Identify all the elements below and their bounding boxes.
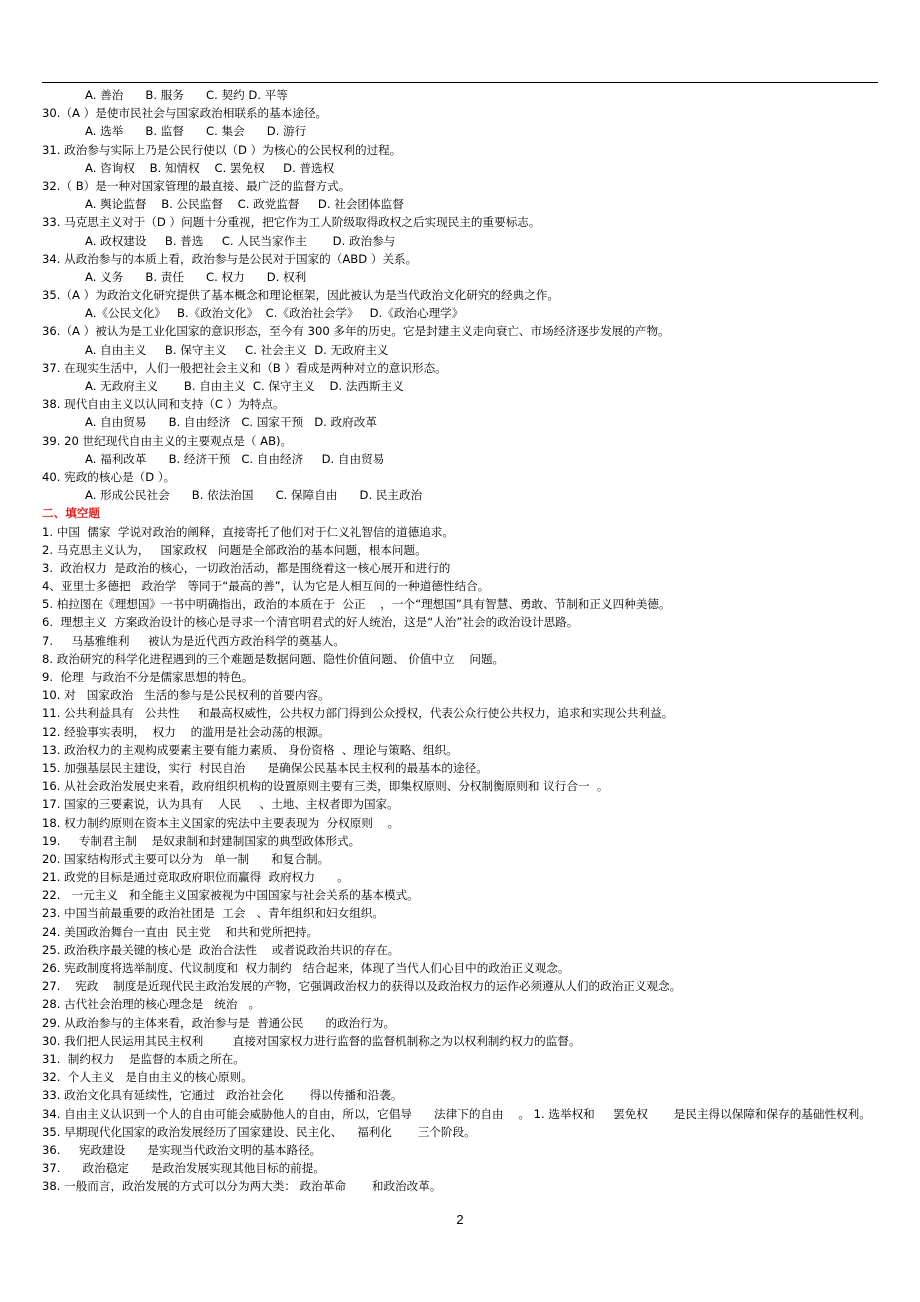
fill-question: 30. 我们把人民运用其民主权利 直接对国家权力进行监督的监督机制称之为以权利制约权力的监督。 xyxy=(42,1033,581,1048)
section-title: 二、填空题 xyxy=(42,506,100,521)
question-line: 35.（A ）为政治文化研究提供了基本概念和理论框架，因此被认为是当代政治文化研究的经典之作。 xyxy=(42,288,559,303)
fill-question: 28. 古代社会治理的核心理念是 统治 。 xyxy=(42,997,261,1012)
fill-question: 35. 早期现代化国家的政治发展经历了国家建设、民主化、 福利化 三个阶段。 xyxy=(42,1124,476,1139)
question-line: 30.（A ）是使市民社会与国家政治相联系的基本途径。 xyxy=(42,106,328,121)
fill-question: 23. 中国当前最重要的政治社团是 工会 、青年组织和妇女组织。 xyxy=(42,906,384,921)
question-options: A. 善治 B. 服务 C. 契约 D. 平等 xyxy=(85,88,288,102)
fill-question: 7. 马基雅维利 被认为是近代西方政治科学的奠基人。 xyxy=(42,633,345,648)
question-line: 38. 现代自由主义以认同和支持（C ）为特点。 xyxy=(42,397,285,412)
fill-question: 17. 国家的三要素说，认为具有 人民 、土地、主权者即为国家。 xyxy=(42,797,399,812)
fill-question: 12. 经验事实表明， 权力 的滥用是社会动荡的根源。 xyxy=(42,724,330,739)
question-line: 34. 从政治参与的本质上看，政治参与是公民对于国家的（ABD ）关系。 xyxy=(42,251,418,266)
question-options: A. 义务 B. 责任 C. 权力 D. 权利 xyxy=(85,269,307,284)
fill-question: 27. 宪政 制度是近现代民主政治发展的产物，它强调政治权力的获得以及政治权力的运作必须遵从人们的政治正义观念。 xyxy=(42,979,682,994)
fill-question: 20. 国家结构形式主要可以分为 单一制 和复合制。 xyxy=(42,851,330,866)
choice-questions xyxy=(42,86,878,504)
fill-question: 25. 政治秩序最关键的核心是 政治合法性 或者说政治共识的存在。 xyxy=(42,942,400,957)
fill-question: 19. 专制君主制 是奴隶制和封建制国家的典型政体形式。 xyxy=(42,833,361,848)
fill-question: 18. 权力制约原则在资本主义国家的宪法中主要表现为 分权原则 。 xyxy=(42,815,400,830)
fill-question: 1. 中国 儒家 学说对政治的阐释，直接寄托了他们对于仁义礼智信的道德追求。 xyxy=(42,524,455,539)
fill-question: 6. 理想主义 方案政治设计的核心是寻求一个清官明君式的好人统治，这是“人治”社会的政治设计思路。 xyxy=(42,615,579,630)
question-options: A. 自由主义 B. 保守主义 C. 社会主义 D. 无政府主义 xyxy=(85,342,389,357)
fill-question: 29. 从政治参与的主体来看，政治参与是 普通公民 的政治行为。 xyxy=(42,1015,396,1030)
fill-question: 3. 政治权力 是政治的核心，一切政治活动，都是围绕着这一核心展开和进行的 xyxy=(42,560,451,575)
fill-question: 15. 加强基层民主建设，实行 村民自治 是确保公民基本民主权利的最基本的途径。 xyxy=(42,760,488,775)
question-options: A. 选举 B. 监督 C. 集会 D. 游行 xyxy=(85,124,307,139)
fill-question: 26. 宪政制度将选举制度、代议制度和 权力制约 结合起来，体现了当代人们心目中的政治正义观念。 xyxy=(42,961,570,975)
question-line: 37. 在现实生活中，人们一般把社会主义和（B ）看成是两种对立的意识形态。 xyxy=(42,360,447,375)
fill-question: 13. 政治权力的主观构成要素主要有能力素质、 身份资格 、理论与策略、组织。 xyxy=(42,742,458,757)
question-options: A. 自由贸易 B. 自由经济 C. 国家干预 D. 政府改革 xyxy=(85,415,377,430)
fill-question: 32. 个人主义 是自由主义的核心原则。 xyxy=(42,1070,253,1085)
question-line: 33. 马克思主义对于（D ）问题十分重视，把它作为工人阶级取得政权之后实现民主的重要标志。 xyxy=(42,215,541,230)
fill-question: 8. 政治研究的科学化进程遇到的三个难题是数据问题、隐性价值问题、 价值中立 问题。 xyxy=(42,651,505,666)
fill-question: 2. 马克思主义认为， 国家政权 问题是全部政治的基本问题，根本问题。 xyxy=(42,542,427,557)
fill-question: 9. 伦理 与政治不分是儒家思想的特色。 xyxy=(42,670,254,684)
question-options: A. 舆论监督 B. 公民监督 C. 政党监督 D. 社会团体监督 xyxy=(85,197,404,212)
fill-question: 31. 制约权力 是监督的本质之所在。 xyxy=(42,1051,245,1066)
fill-question: 24. 美国政治舞台一直由 民主党 和共和党所把持。 xyxy=(42,924,319,939)
fill-question: 38. 一般而言，政治发展的方式可以分为两大类： 政治革命 和政治改革。 xyxy=(42,1179,442,1194)
fill-in-questions xyxy=(42,523,878,1196)
fill-question: 5. 柏拉图在《理想国》一书中明确指出，政治的本质在于 公正 ，一个“理想国”具有智慧、勇敢、节制和正义四种美德。 xyxy=(42,597,671,612)
fill-question: 10. 对 国家政治 生活的参与是公民权利的首要内容。 xyxy=(42,688,330,703)
fill-question: 22. 一元主义 和全能主义国家被视为中国国家与社会关系的基本模式。 xyxy=(42,888,419,903)
question-line: 32.（ B）是一种对国家管理的最直接、最广泛的监督方式。 xyxy=(42,178,351,193)
question-options: A.《公民文化》 B.《政治文化》 C.《政治社会学》 D.《政治心理学》 xyxy=(85,306,464,321)
fill-question: 16. 从社会政治发展史来看，政府组织机构的设置原则主要有三类，即集权原则、分权制衡原则和 议行合一 。 xyxy=(42,779,609,794)
question-line: 31. 政治参与实际上乃是公民行使以（D ）为核心的公民权利的过程。 xyxy=(42,142,402,157)
fill-question: 21. 政党的目标是通过竞取政府职位而赢得 政府权力 。 xyxy=(42,870,349,885)
question-line: 40. 宪政的核心是（D ）。 xyxy=(42,469,176,484)
fill-question: 4、亚里士多德把 政治学 等同于“最高的善”，认为它是人相互间的一种道德性结合。 xyxy=(42,579,490,594)
question-line: 36.（A ）被认为是工业化国家的意识形态，至今有 300 多年的历史。它是封建主义走向衰亡、市场经济逐步发展的产物。 xyxy=(42,324,670,339)
fill-question: 11. 公共利益具有 公共性 和最高权威性，公共权力部门得到公众授权，代表公众行使公共权力，追求和实现公共利益。 xyxy=(42,706,674,721)
header-rule xyxy=(42,82,878,83)
question-options: A. 政权建设 B. 普选 C. 人民当家作主 D. 政治参与 xyxy=(85,233,396,248)
question-options: A. 无政府主义 B. 自由主义 C. 保守主义 D. 法西斯主义 xyxy=(85,379,404,393)
question-options: A. 咨询权 B. 知情权 C. 罢免权 D. 普选权 xyxy=(85,160,335,175)
fill-question: 36. 宪政建设 是实现当代政治文明的基本路径。 xyxy=(42,1142,322,1157)
fill-question: 33. 政治文化具有延续性，它通过 政治社会化 得以传播和沿袭。 xyxy=(42,1088,403,1103)
fill-question-wrapped: 34. 自由主义认识到一个人的自由可能会威胁他人的自由，所以，它倡导 法律下的自由 。 1. 选举权和 罢免权 是民主得以保障和保存的基础性权利。 xyxy=(42,1106,871,1121)
page-content xyxy=(42,86,878,1195)
question-options: A. 福利改革 B. 经济干预 C. 自由经济 D. 自由贸易 xyxy=(85,451,385,466)
question-options: A. 形成公民社会 B. 依法治国 C. 保障自由 D. 民主政治 xyxy=(85,488,423,503)
question-line: 39. 20 世纪现代自由主义的主要观点是（ AB)。 xyxy=(42,433,293,448)
fill-question: 37. 政治稳定 是政治发展实现其他目标的前提。 xyxy=(42,1161,325,1176)
page-number: 2 xyxy=(456,1212,464,1227)
